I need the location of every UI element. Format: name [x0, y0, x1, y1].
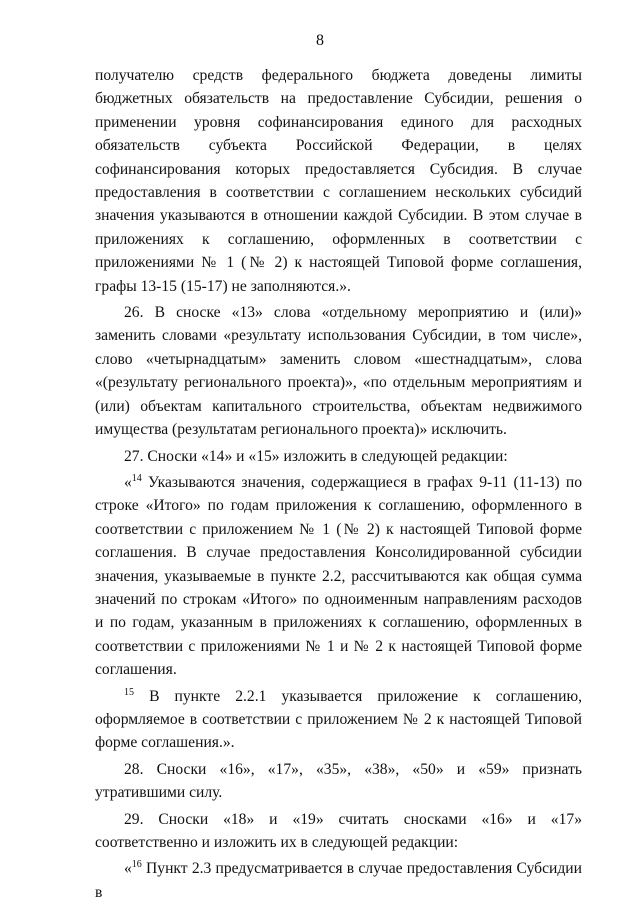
footnote-15-body: В пункте 2.2.1 указывается приложение к соглашению, оформляемое в соответствии с приложением № 2 к настоящей Типовой форме соглашения.».: [95, 687, 582, 752]
paragraph-item-28: 28. Сноски «16», «17», «35», «38», «50» и «59» признать утратившими силу.: [95, 760, 582, 802]
open-quote: «: [124, 473, 132, 491]
footnote-marker-15: 15: [124, 686, 134, 698]
footnote-marker-16: 16: [131, 859, 142, 871]
footnote-16-text: [95, 857, 582, 904]
footnote-15-text: [95, 685, 582, 755]
paragraph-continuation: получателю средств федерального бюджета доведены лимиты бюджетных обязательств на предоставление Субсидии, решения о применении уровня софинансирования единого для расходных обязательств субъекта Российской Федерации, в целях софинансирования которых предоставляется Субсидия. В случае предоставления в соответствии с соглашением нескольких субсидий значения указываются в отношении каждой Субсидии. В этом случае в приложениях к соглашению, оформленных в соответствии с приложениями № 1 (№ 2) к настоящей Типовой форме соглашения, графы 13-15 (15-17) не заполняются.».: [95, 67, 582, 295]
footnote-14-text: [95, 471, 582, 682]
footnote-14-body: Указываются значения, содержащиеся в графах 9-11 (11-13) по строке «Итого» по годам приложения к соглашению, оформленного в соответствии с приложением № 1 (№ 2) к настоящей Типовой форме соглашения. В случае предоставления Консолидированной субсидии значения, указываемые в пункте 2.2, рассчитываются как общая сумма значений по строкам «Итого» по одноименным направлениям расходов и по годам, указанным в приложениях к соглашению, оформленных в соответствии с приложениями № 1 и № 2 к настоящей Типовой форме соглашения.: [95, 473, 582, 679]
paragraph-item-29: 29. Сноски «18» и «19» считать сносками «16» и «17» соответственно и изложить их в следующей редакции:: [95, 810, 582, 851]
page-number: 8: [316, 32, 324, 49]
paragraph-item-27: 27. Сноски «14» и «15» изложить в следующей редакции:: [124, 447, 508, 465]
footnote-16-body: Пункт 2.3 предусматривается в случае предоставления Субсидии в: [95, 860, 582, 901]
footnote-marker-14: 14: [131, 472, 142, 484]
document-body: [95, 64, 582, 904]
open-quote: «: [124, 860, 132, 878]
paragraph-item-26: 26. В сноске «13» слова «отдельному мероприятию и (или)» заменить словами «результату использования Субсидии, в том числе», слово «четырнадцатым» заменить словом «шестнадцатым», слова «(результату регионального проекта)», «по отдельным мероприятиям и (или) объектам капитального строительства, объектам недвижимого имущества (результатам регионального проекта)» исключить.: [95, 304, 582, 439]
